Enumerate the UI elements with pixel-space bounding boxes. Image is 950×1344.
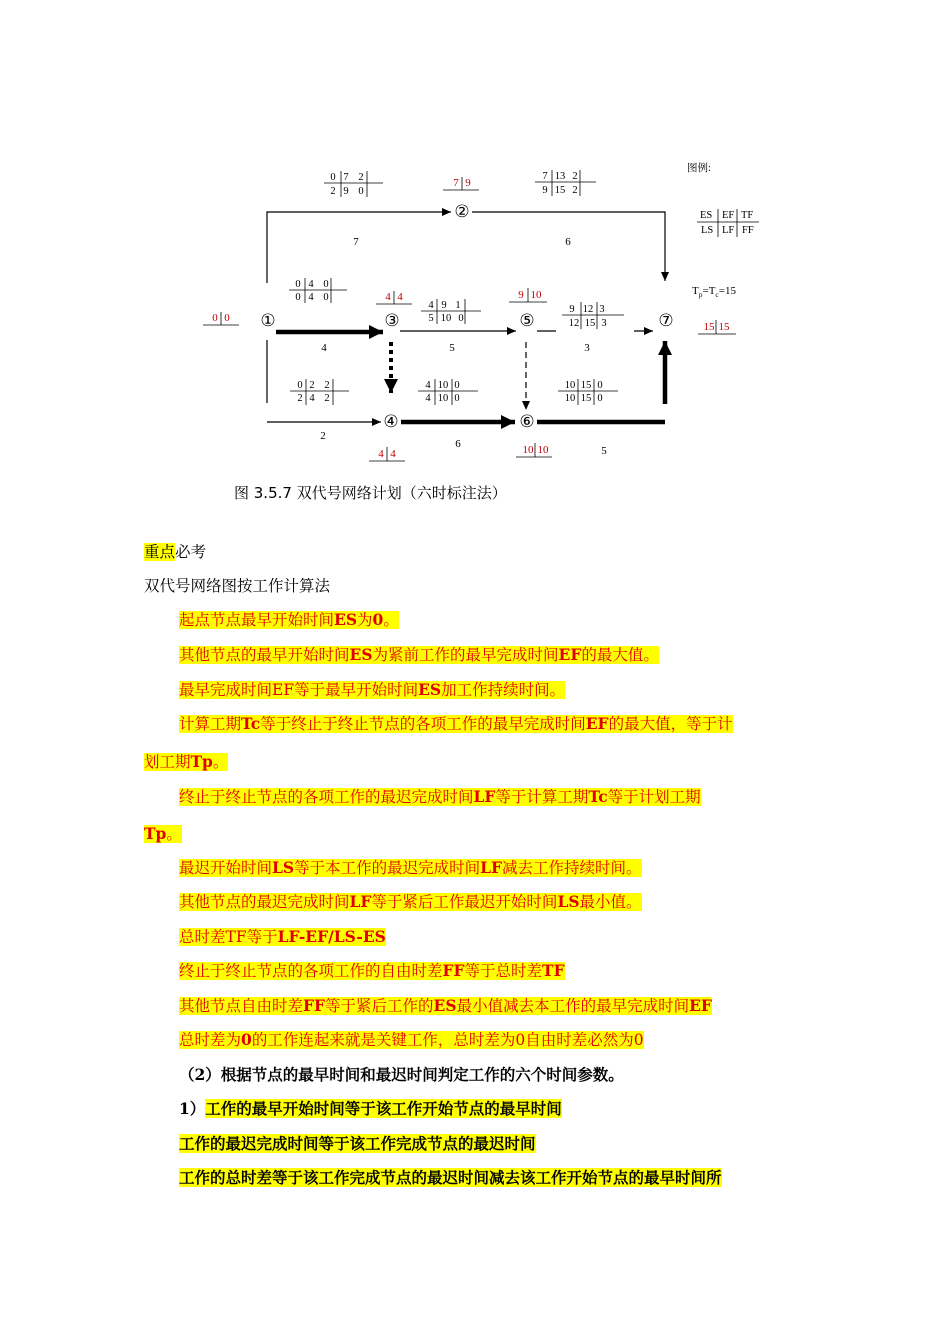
legend-title: 图例: [687, 163, 711, 174]
svg-text:LF: LF [722, 225, 735, 236]
text-line-8: 其他节点的最迟完成时间LF等于紧后工作最迟开始时间LS最小值。 [179, 892, 642, 911]
text-line-9: 总时差TF等于LF-EF/LS-ES [179, 927, 386, 946]
nodes [260, 202, 673, 431]
svg-text:7: 7 [542, 171, 548, 182]
svg-text:5: 5 [428, 313, 434, 324]
svg-text:TF: TF [741, 210, 754, 221]
svg-text:0: 0 [295, 292, 301, 303]
times-1-4 [290, 379, 349, 405]
svg-text:15: 15 [584, 318, 596, 329]
svg-text:9: 9 [441, 300, 447, 311]
svg-text:ES: ES [700, 210, 713, 221]
svg-text:10: 10 [537, 444, 549, 456]
duration-6-7: 5 [601, 445, 607, 457]
tp-label: $T_p=T_c=15$ [692, 285, 736, 299]
text-line-6: 终止于终止节点的各项工作的最迟完成时间LF等于计算工期Tc等于计划工期 [179, 787, 701, 806]
svg-text:0: 0 [224, 312, 230, 324]
duration-3-5: 5 [449, 342, 455, 354]
node-7: ⑦ [658, 311, 674, 330]
svg-text:2: 2 [572, 171, 578, 182]
svg-text:0: 0 [295, 279, 301, 290]
network-diagram [0, 0, 950, 470]
duration-1-2: 7 [353, 236, 359, 248]
svg-text:9: 9 [465, 177, 471, 189]
node-6: ⑥ [519, 412, 535, 431]
text-line-11: 其他节点自由时差FF等于紧后工作的ES最小值减去本工作的最早完成时间EF [179, 996, 712, 1015]
svg-text:9: 9 [569, 304, 575, 315]
duration-2-7: 6 [565, 236, 571, 248]
text-line-1: 双代号网络图按工作计算法 [144, 577, 331, 595]
node-time-2 [443, 177, 479, 190]
arrow-1-2 [267, 212, 451, 283]
svg-text:10: 10 [564, 380, 576, 391]
times-3-5 [421, 299, 481, 324]
svg-text:1: 1 [455, 300, 461, 311]
node-time-3 [376, 291, 412, 304]
duration-4-6: 6 [455, 438, 461, 450]
text-line-16: 工作的总时差等于该工作完成节点的最迟时间减去该工作开始节点的最早时间所 [179, 1168, 722, 1187]
text-line-13: （2）根据节点的最早时间和最迟时间判定工作的六个时间参数。 [179, 1065, 624, 1084]
node-time-1 [203, 312, 239, 325]
node-time-4 [369, 447, 405, 461]
svg-text:2: 2 [572, 185, 578, 196]
svg-text:FF: FF [742, 225, 754, 236]
svg-text:15: 15 [703, 321, 715, 333]
svg-text:LS: LS [701, 225, 714, 236]
svg-text:13: 13 [554, 171, 566, 182]
svg-text:9: 9 [542, 185, 548, 196]
times-1-3 [289, 278, 347, 303]
text-line-12: 总时差为0的工作连起来就是关键工作，总时差为0自由时差必然为0 [179, 1030, 644, 1049]
duration-1-4: 2 [320, 430, 326, 442]
svg-text:2: 2 [324, 393, 330, 404]
svg-text:12: 12 [582, 304, 594, 315]
node-time-5 [509, 288, 547, 302]
text-line-6b: Tp。 [144, 824, 182, 843]
svg-text:10: 10 [564, 393, 576, 404]
svg-text:4: 4 [425, 393, 431, 404]
text-line-2: 起点节点最早开始时间ES为0。 [179, 610, 399, 629]
text-line-14: 1）工作的最早开始时间等于该工作开始节点的最早时间 [179, 1099, 562, 1118]
times-2-7 [535, 170, 596, 196]
times-1-2 [324, 171, 383, 197]
svg-text:12: 12 [568, 318, 580, 329]
times-4-6 [418, 379, 478, 405]
svg-text:4: 4 [390, 448, 396, 460]
svg-text:0: 0 [358, 186, 364, 197]
svg-text:10: 10 [437, 393, 449, 404]
svg-text:9: 9 [343, 186, 349, 197]
svg-text:2: 2 [358, 172, 364, 183]
svg-text:0: 0 [323, 279, 329, 290]
svg-text:10: 10 [522, 444, 534, 456]
svg-text:4: 4 [428, 300, 434, 311]
svg-text:0: 0 [597, 393, 603, 404]
svg-text:15: 15 [580, 380, 592, 391]
svg-text:4: 4 [397, 291, 403, 303]
svg-text:0: 0 [597, 380, 603, 391]
svg-text:0: 0 [454, 393, 460, 404]
svg-text:7: 7 [453, 177, 459, 189]
legend [687, 161, 759, 299]
text-line-5b: 划工期Tp。 [144, 752, 229, 771]
times-5-7 [562, 302, 624, 329]
svg-text:4: 4 [309, 393, 315, 404]
svg-text:4: 4 [425, 380, 431, 391]
svg-text:2: 2 [309, 380, 315, 391]
svg-text:0: 0 [454, 380, 460, 391]
svg-text:15: 15 [554, 185, 566, 196]
text-line-3: 其他节点的最早开始时间ES为紧前工作的最早完成时间EF的最大值。 [179, 645, 659, 664]
svg-text:2: 2 [324, 380, 330, 391]
node-time-7 [698, 320, 736, 334]
duration-1-3: 4 [321, 342, 327, 354]
node-4: ④ [383, 412, 399, 431]
svg-text:15: 15 [580, 393, 592, 404]
svg-text:2: 2 [330, 186, 336, 197]
svg-text:0: 0 [297, 380, 303, 391]
svg-text:4: 4 [308, 279, 314, 290]
text-line-7: 最迟开始时间LS等于本工作的最迟完成时间LF减去工作持续时间。 [179, 858, 642, 877]
text-line-10: 终止于终止节点的各项工作的自由时差FF等于总时差TF [179, 961, 565, 980]
svg-text:0: 0 [458, 313, 464, 324]
node-1: ① [260, 311, 276, 330]
svg-text:3: 3 [599, 304, 605, 315]
svg-text:9: 9 [518, 289, 524, 301]
text-line-4: 最早完成时间EF等于最早开始时间ES加工作持续时间。 [179, 680, 566, 699]
svg-text:0: 0 [323, 292, 329, 303]
svg-text:4: 4 [385, 291, 391, 303]
svg-text:2: 2 [297, 393, 303, 404]
times-6-7 [558, 379, 618, 405]
duration-5-7: 3 [584, 342, 590, 354]
figure-caption: 图 3.5.7 双代号网络计划（六时标注法） [234, 484, 507, 502]
svg-text:3: 3 [601, 318, 607, 329]
svg-text:10: 10 [440, 313, 452, 324]
svg-text:0: 0 [212, 312, 218, 324]
node-3: ③ [384, 311, 400, 330]
svg-text:10: 10 [437, 380, 449, 391]
text-line-15: 工作的最迟完成时间等于该工作完成节点的最迟时间 [179, 1134, 536, 1153]
text-line-0: 重点必考 [144, 543, 207, 561]
svg-text:4: 4 [308, 292, 314, 303]
svg-text:10: 10 [530, 289, 542, 301]
node-5: ⑤ [519, 311, 535, 330]
svg-text:7: 7 [343, 172, 349, 183]
text-line-5: 计算工期Tc等于终止于终止节点的各项工作的最早完成时间EF的最大值，等于计 [179, 714, 733, 733]
svg-text:15: 15 [718, 321, 730, 333]
svg-text:0: 0 [330, 172, 336, 183]
node-2: ② [454, 202, 470, 221]
node-time-6 [516, 443, 552, 457]
svg-text:EF: EF [722, 210, 735, 221]
svg-text:4: 4 [378, 448, 384, 460]
